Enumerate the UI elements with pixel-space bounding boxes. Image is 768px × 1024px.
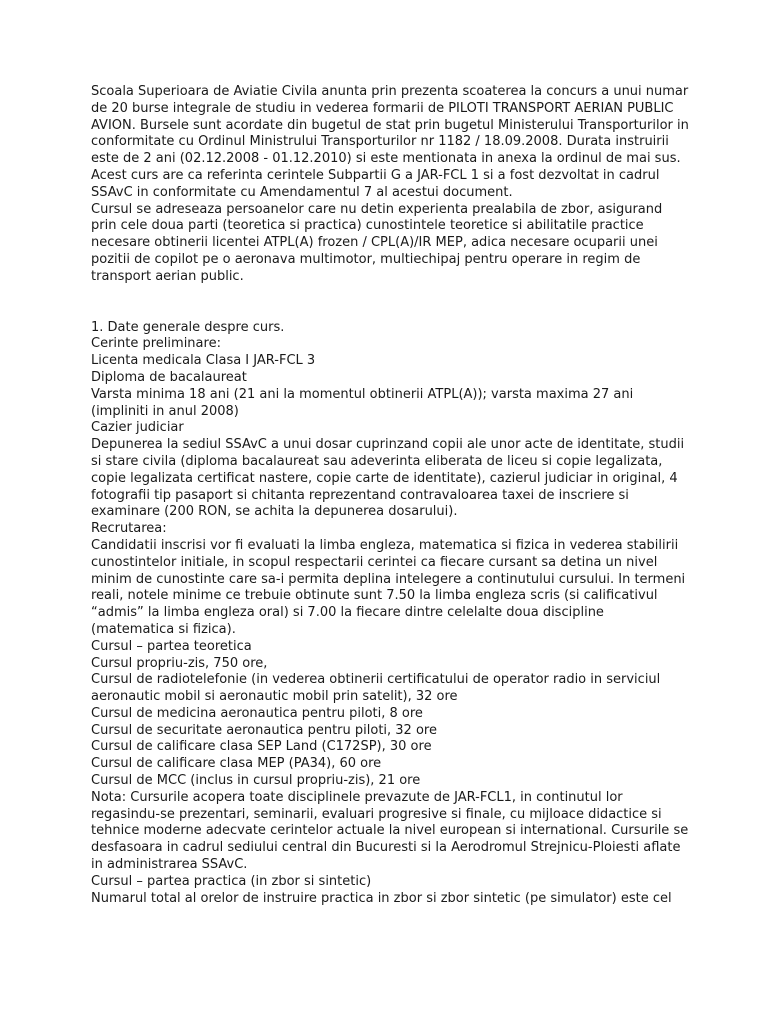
body-paragraph: Depunerea la sediul SSAvC a unui dosar cuprinzand copii ale unor acte de identitate, studii si stare civila (diploma bacalaureat sau adeverinta eliberata de liceu si copie legalizata, copie legalizata certificat nastere, copie carte de identitate), cazierul judiciar in original, 4 fotografii tip pasaport si chitanta reprezentand contravaloarea taxei de inscriere si examinare (200 RON, se achita la depunerea dosarului). <box>91 437 685 520</box>
intro-paragraph: Cursul se adreseaza persoanelor care nu detin experienta prealabila de zbor, asigurand prin cele doua parti (teoretica si practica) cunostintele teoretice si abilitatile practice necesare obtinerii licentei ATPL(A) frozen / CPL(A)/IR MEP, adica necesare ocuparii unei pozitii de copilot pe o aeronava multimotor, multiechipaj pentru operare in regim de transport aerian public. <box>91 201 663 284</box>
intro-section <box>91 84 691 286</box>
course-item: Cursul de securitate aeronautica pentru piloti, 32 ore <box>91 722 437 738</box>
course-item: Cursul propriu-zis, 750 ore, <box>91 655 268 671</box>
body-paragraph: Candidatii inscrisi vor fi evaluati la limba engleza, matematica si fizica in vederea stabilirii cunostintelor initiale, in scopul respectarii cerintei ca fiecare cursant sa detina un nivel minim de cunostinte care sa-i permita deplina intelegere a continutului cursului. In termeni reali, notele minime ce trebuie obtinute sunt 7.50 la limba engleza scris (si calificativul “admis” la limba engleza oral) si 7.00 la fiecare dintre celelalte doua discipline (matematica si fizica). <box>91 537 686 637</box>
intro-paragraph: Acest curs are ca referinta cerintele Subpartii G a JAR-FCL 1 si a fost dezvoltat in cadrul SSAvC in conformitate cu Amendamentul 7 al acestui document. <box>91 167 660 200</box>
requirement-item: Diploma de bacalaureat <box>91 369 247 385</box>
subheading: Recrutarea: <box>91 521 167 537</box>
note-paragraph: Nota: Cursurile acopera toate disciplinele prevazute de JAR-FCL1, in continutul lor regasindu-se prezentari, seminarii, evaluari progresive si finale, cu mijloace didactice si tehnice moderne adecvate cerintelor actuale la nivel european si international. Cursurile se desfasoara in cadrul sediului central din Bucuresti si la Aerodromul Strejnicu-Ploiesti aflate in administrarea SSAvC. <box>91 789 689 873</box>
requirement-item: Varsta minima 18 ani (21 ani la momentul obtinerii ATPL(A)); varsta maxima 27 ani (impliniti in anul 2008) <box>91 386 634 419</box>
course-item: Cursul de calificare clasa SEP Land (C172SP), 30 ore <box>91 739 432 755</box>
requirement-item: Cazier judiciar <box>91 420 184 436</box>
course-item: Cursul de medicina aeronautica pentru piloti, 8 ore <box>91 705 423 721</box>
requirement-item: Licenta medicala Clasa I JAR-FCL 3 <box>91 353 316 369</box>
course-item: Cursul de MCC (inclus in cursul propriu-zis), 21 ore <box>91 773 421 789</box>
subheading: Cursul – partea teoretica <box>91 638 252 654</box>
section-heading: 1. Date generale despre curs. <box>91 319 285 335</box>
intro-paragraph: Scoala Superioara de Aviatie Civila anunta prin prezenta scoaterea la concurs a unui numar de 20 burse integrale de studiu in vederea formarii de PILOTI TRANSPORT AERIAN PUBLIC AVION. Bursele sunt acordate din bugetul de stat prin bugetul Ministerului Transporturilor in conformitate cu Ordinul Ministrului Transporturilor nr 1182 / 18.09.2008. Durata instruirii este de 2 ani (02.12.2008 - 01.12.2010) si este mentionata in anexa la ordinul de mai sus. <box>91 84 689 167</box>
course-item: Cursul de calificare clasa MEP (PA34), 60 ore <box>91 756 382 772</box>
subheading: Cerinte preliminare: <box>91 336 221 352</box>
course-item: Cursul de radiotelefonie (in vederea obtinerii certificatului de operator radio in serviciul aeronautic mobil si aeronautic mobil prin satelit), 32 ore <box>91 672 661 705</box>
course-section <box>91 320 691 908</box>
subheading: Cursul – partea practica (in zbor si sintetic) <box>91 873 372 889</box>
body-paragraph: Numarul total al orelor de instruire practica in zbor si zbor sintetic (pe simulator) este cel <box>91 890 672 906</box>
section-spacer <box>91 286 691 320</box>
document-page <box>91 84 691 907</box>
